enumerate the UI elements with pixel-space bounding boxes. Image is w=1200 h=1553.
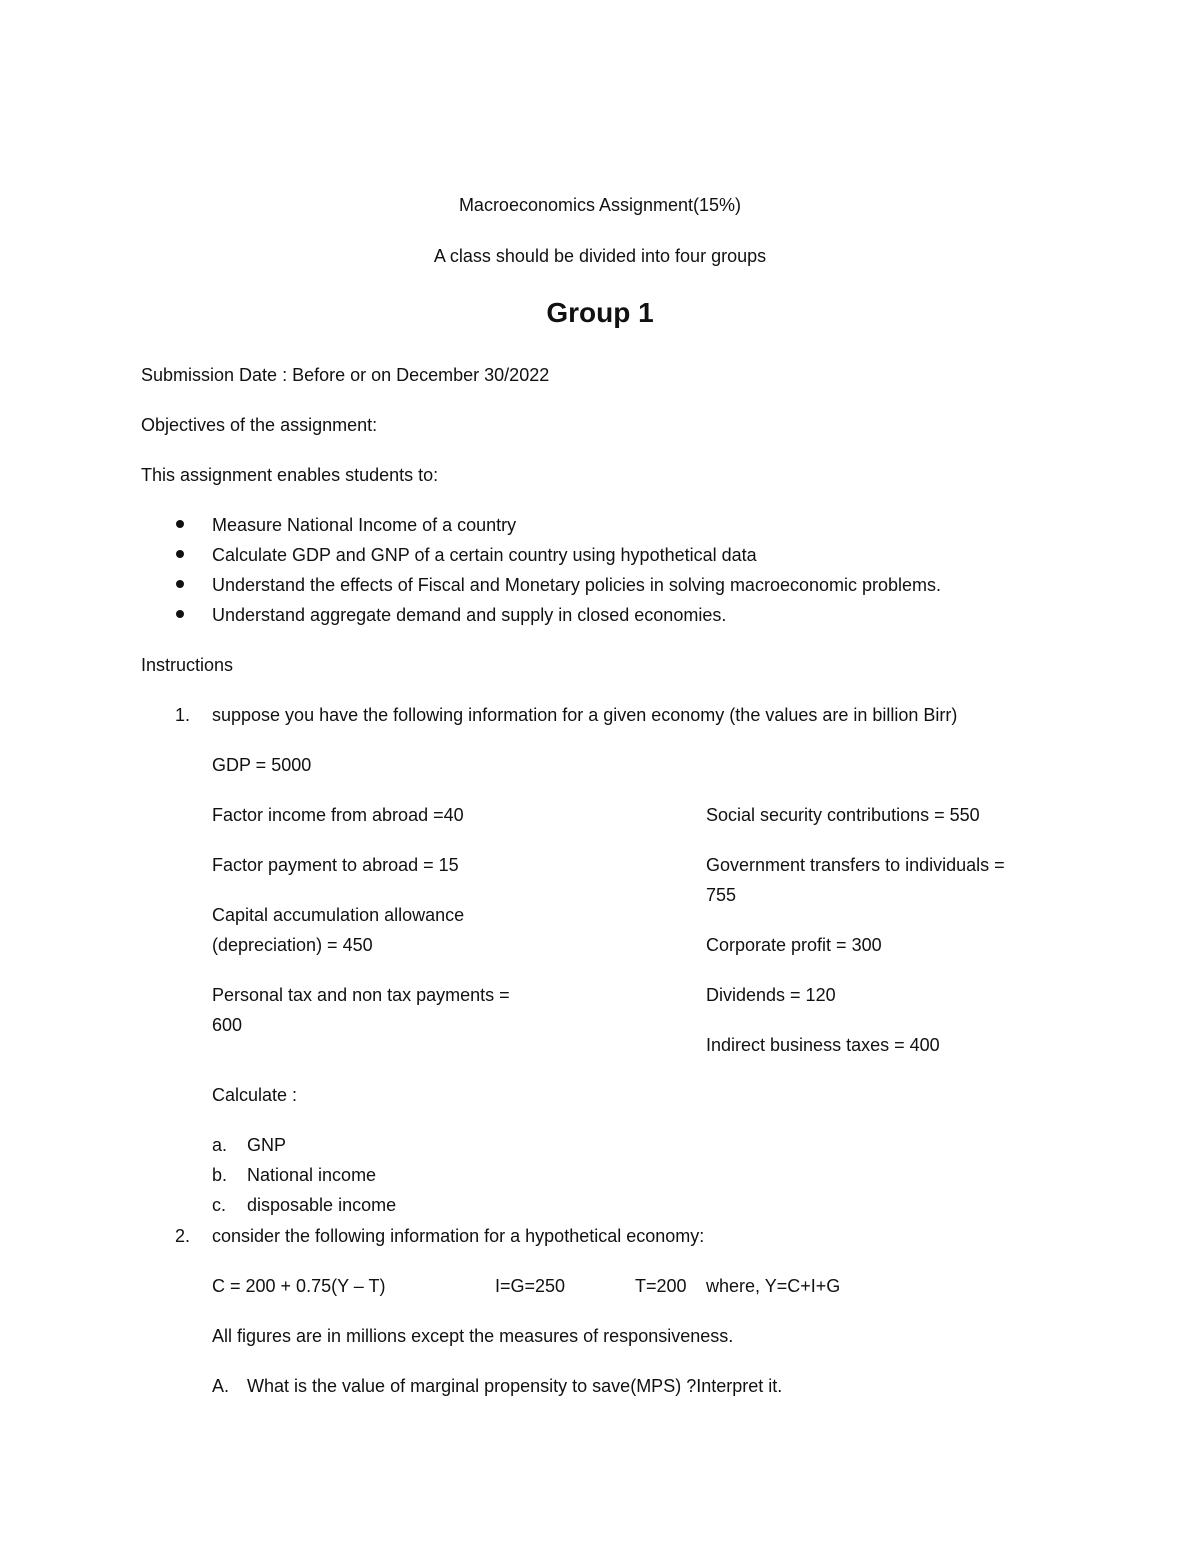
list-item-letter: c. bbox=[212, 1195, 227, 1215]
list-item: Understand the effects of Fiscal and Monetary policies in solving macroeconomic problems. bbox=[212, 575, 942, 595]
question-2-text: consider the following information for a hypothetical economy: bbox=[212, 1226, 705, 1246]
gdp-value: GDP = 5000 bbox=[212, 755, 312, 775]
investment-government-equation: I=G=250 bbox=[495, 1276, 566, 1296]
figures-note: All figures are in millions except the measures of responsiveness. bbox=[212, 1326, 734, 1346]
question-1-number: 1. bbox=[175, 705, 191, 725]
indirect-business-taxes: Indirect business taxes = 400 bbox=[706, 1035, 940, 1055]
personal-tax-line1: Personal tax and non tax payments = bbox=[212, 985, 510, 1005]
bullet-icon bbox=[176, 520, 184, 528]
bullet-icon bbox=[176, 610, 184, 618]
factor-income-abroad: Factor income from abroad =40 bbox=[212, 805, 464, 825]
social-security: Social security contributions = 550 bbox=[706, 805, 980, 825]
question-2-number: 2. bbox=[175, 1226, 191, 1246]
consumption-equation: C = 200 + 0.75(Y – T) bbox=[212, 1276, 386, 1296]
objectives-intro: This assignment enables students to: bbox=[141, 465, 439, 485]
list-item-letter: b. bbox=[212, 1165, 228, 1185]
calculate-label: Calculate : bbox=[212, 1085, 298, 1105]
list-item: National income bbox=[247, 1165, 377, 1185]
list-item: Calculate GDP and GNP of a certain country using hypothetical data bbox=[212, 545, 757, 565]
bullet-icon bbox=[176, 580, 184, 588]
government-transfers-line1: Government transfers to individuals = bbox=[706, 855, 1005, 875]
list-item: Measure National Income of a country bbox=[212, 515, 517, 535]
capital-allowance-line2: (depreciation) = 450 bbox=[212, 935, 373, 955]
question-1-text: suppose you have the following information for a given economy (the values are in billion Birr) bbox=[212, 705, 958, 725]
submission-date: Submission Date : Before or on December 30/2022 bbox=[141, 365, 550, 385]
part-a-question: What is the value of marginal propensity to save(MPS) ?Interpret it. bbox=[247, 1376, 783, 1396]
document-heading: Macroeconomics Assignment(15%) bbox=[458, 195, 742, 215]
part-a-letter: A. bbox=[212, 1376, 230, 1396]
list-item: Understand aggregate demand and supply in closed economies. bbox=[212, 605, 727, 625]
objectives-title: Objectives of the assignment: bbox=[141, 415, 378, 435]
capital-allowance-line1: Capital accumulation allowance bbox=[212, 905, 465, 925]
list-item-letter: a. bbox=[212, 1135, 228, 1155]
dividends: Dividends = 120 bbox=[706, 985, 836, 1005]
bullet-icon bbox=[176, 550, 184, 558]
government-transfers-line2: 755 bbox=[706, 885, 737, 905]
corporate-profit: Corporate profit = 300 bbox=[706, 935, 882, 955]
group-title: Group 1 bbox=[546, 297, 654, 328]
document-subheading: A class should be divided into four groups bbox=[433, 246, 767, 266]
personal-tax-line2: 600 bbox=[212, 1015, 243, 1035]
instructions-title: Instructions bbox=[141, 655, 234, 675]
list-item: GNP bbox=[247, 1135, 287, 1155]
factor-payment-abroad: Factor payment to abroad = 15 bbox=[212, 855, 459, 875]
list-item: disposable income bbox=[247, 1195, 397, 1215]
tax-equation: T=200 bbox=[635, 1276, 687, 1296]
income-identity: where, Y=C+I+G bbox=[706, 1276, 841, 1296]
